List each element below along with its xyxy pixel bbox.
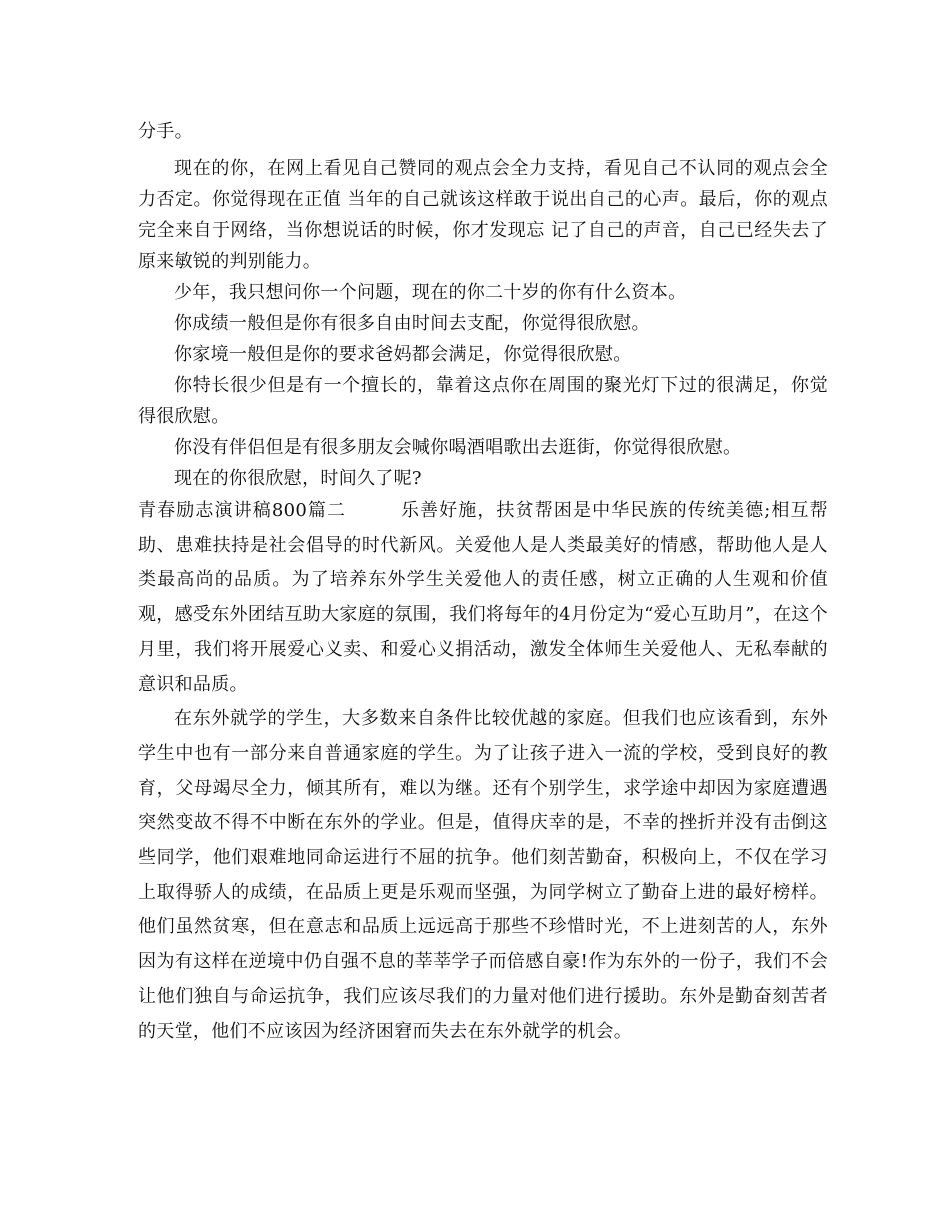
section-two [138,494,828,1049]
section-title-paragraph [138,494,828,702]
title-spacer [346,500,401,521]
paragraph: 你成绩一般但是你有很多自由时间去支配，你觉得很欣慰。 [174,313,650,334]
paragraph: 你特长很少但是有一个擅长的，靠着这点你在周围的聚光灯下过的很满足，你觉得很欣慰。 [138,375,828,427]
paragraph: 你家境一般但是你的要求爸妈都会满足，你觉得很欣慰。 [174,344,632,365]
document-body [138,116,828,1049]
paragraph: 乐善好施，扶贫帮困是中华民族的传统美德;相互帮助、患难扶持是社会倡导的时代新风。关爱他人是人类最美好的情感，帮助他人是人类最高尚的品质。为了培养东外学生关爱他人的责任感，树立正确的人生观和价值观，感受东外团结互助大家庭的氛围，我们将每年的4月份定为“爱心互助月”，在这个月里，我们将开展爱心义卖、和爱心义捐活动，激发全体师生关爱他人、无私奉献的意识和品质。 [138,500,828,695]
paragraph: 在东外就学的学生，大多数来自条件比较优越的家庭。但我们也应该看到，东外学生中也有一部分来自普通家庭的学生。为了让孩子进入一流的学校，受到良好的教育，父母竭尽全力，倾其所有，难以为继。还有个别学生，求学途中却因为家庭遭遇突然变故不得不中断在东外的学业。但是，值得庆幸的是，不幸的挫折并没有击倒这些同学，他们艰难地同命运进行不屈的抗争。他们刻苦勤奋，积极向上，不仅在学习上取得骄人的成绩，在品质上更是乐观而坚强，为同学树立了勤奋上进的最好榜样。他们虽然贫寒，但在意志和品质上远远高于那些不珍惜时光，不上进刻苦的人，东外因为有这样在逆境中仍自强不息的莘莘学子而倍感自豪!作为东外的一份子，我们不会让他们独自与命运抗争，我们应该尽我们的力量对他们进行援助。东外是勤奋刻苦者的天堂，他们不应该因为经济困窘而失去在东外就学的机会。 [138,708,828,1042]
section-one [138,116,828,494]
paragraph: 少年，我只想问你一个问题，现在的你二十岁的你有什么资本。 [174,282,687,303]
section-title: 青春励志演讲稿800篇二 [138,500,347,521]
paragraph: 现在的你，在网上看见自己赞同的观点会全力支持，看见自己不认同的观点会全力否定。你觉得现在正值 当年的自己就该这样敢于说出自己的心声。最后，你的观点完全来自于网络，当你想说话的时候，你才发现忘 记了自己的声音，自己已经失去了原来敏锐的判别能力。 [138,158,828,272]
paragraph: 你没有伴侣但是有很多朋友会喊你喝酒唱歌出去逛街，你觉得很欣慰。 [174,437,742,458]
paragraph: 现在的你很欣慰，时间久了呢? [174,468,422,489]
paragraph: 分手。 [138,121,193,142]
